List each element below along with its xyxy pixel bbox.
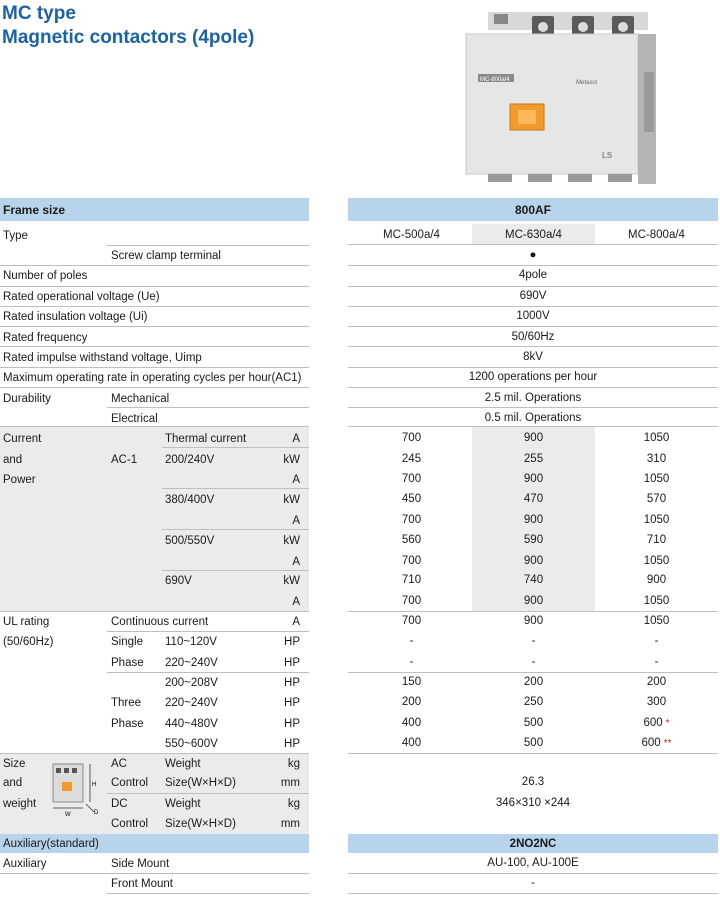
ul-continuous-label: Continuous current <box>111 616 209 628</box>
ul-val-4-2-cell <box>595 716 718 731</box>
cp-name-0: Thermal current <box>165 433 247 445</box>
ul-val-5-0: 400 <box>401 737 422 749</box>
cp-val-3-2: 570 <box>646 493 667 505</box>
ul-volt-2: 200~208V <box>165 677 218 689</box>
ac1-label: AC-1 <box>111 454 138 466</box>
contactor-product-image <box>458 12 670 184</box>
current-label: Current <box>3 433 42 445</box>
ul-val-0-0: - <box>409 635 414 647</box>
spec-value-poles: 4pole <box>518 269 548 281</box>
ul-unit-3: HP <box>284 697 300 709</box>
aux-side-value: AU-100, AU-100E <box>487 857 579 869</box>
durability-label: Durability <box>3 393 51 405</box>
model-header-1: MC-500a/4 <box>383 229 440 241</box>
ul-volt-1: 220~240V <box>165 657 218 669</box>
aux-front-value: - <box>531 877 535 889</box>
cp-unit-4: A <box>292 515 300 527</box>
spec-value-ui: 1000V <box>516 310 550 322</box>
ac-control-label: Control <box>111 777 149 789</box>
ul-continuous-val-1: 900 <box>523 615 544 627</box>
size-value: 346×310 ×244 <box>495 797 571 809</box>
cp-val-4-1: 900 <box>523 514 544 526</box>
product-logo: LS <box>602 151 613 160</box>
cp-unit-1: kW <box>283 454 300 466</box>
ul-single-label: Single <box>111 636 143 648</box>
ul-val-5-2-cell <box>595 736 718 751</box>
dc-control-label: Control <box>111 818 149 830</box>
size-label: Size <box>3 758 26 770</box>
cp-unit-8: A <box>292 596 300 608</box>
ul-val-0-1: - <box>531 635 536 647</box>
ul-val-1-1: - <box>531 656 536 668</box>
spec-value-ue: 690V <box>519 290 547 302</box>
cp-val-8-0: 700 <box>401 595 422 607</box>
ul-continuous-val-0: 700 <box>401 615 422 627</box>
cp-val-2-1: 900 <box>523 473 544 485</box>
dc-kg-unit: kg <box>287 798 300 810</box>
size-and-label: and <box>3 777 23 789</box>
cp-name-7: 690V <box>165 575 192 587</box>
durability-mechanical-value: 2.5 mil. Operations <box>484 392 582 404</box>
spec-label-poles: Number of poles <box>3 270 88 282</box>
type-label: Type <box>3 230 28 242</box>
cp-unit-5: kW <box>283 535 300 547</box>
cp-val-0-1: 900 <box>523 432 544 444</box>
aux-side-label: Side Mount <box>111 858 170 870</box>
ul-volt-5: 550~600V <box>165 738 218 750</box>
ac-label: AC <box>111 758 127 770</box>
cp-val-1-0: 245 <box>401 453 422 465</box>
page-title <box>2 2 254 50</box>
ul-unit-0: HP <box>284 636 300 648</box>
ul-val-1-2: - <box>654 656 659 668</box>
ul-val-4-1: 500 <box>523 717 544 729</box>
dc-label: DC <box>111 798 128 810</box>
cp-val-4-2: 1050 <box>643 514 670 526</box>
model-header-2: MC-630a/4 <box>505 229 562 241</box>
aux-label: Auxiliary <box>3 858 47 870</box>
cp-val-7-1: 740 <box>523 574 544 586</box>
ul-val-5-2: 600 <box>641 737 661 749</box>
product-brand: Metasol <box>576 80 598 86</box>
ul-val-2-0: 150 <box>401 676 422 688</box>
spec-label-operating-rate: Maximum operating rate in operating cycles per hour(AC1) <box>3 372 302 384</box>
ul-val-3-2: 300 <box>646 696 667 708</box>
spec-label-frequency: Rated frequency <box>3 332 88 344</box>
ul-val-4-2: 600 <box>643 717 663 729</box>
weight-value: 26.3 <box>521 776 545 788</box>
cp-val-5-1: 590 <box>523 534 544 546</box>
cp-name-5: 500/550V <box>165 535 215 547</box>
dim-w-label: W <box>65 812 71 818</box>
dim-h-label: H <box>92 782 97 788</box>
title-line-1: MC type <box>2 3 76 24</box>
dc-weight-label: Weight <box>165 798 201 810</box>
ul-unit-1: HP <box>284 657 300 669</box>
header-frame-size: Frame size <box>3 203 66 217</box>
cp-val-8-2: 1050 <box>643 595 670 607</box>
cp-name-1: 200/240V <box>165 454 215 466</box>
cp-val-7-0: 710 <box>401 574 422 586</box>
ul-three-label: Three <box>111 697 142 709</box>
model-header-3: MC-800a/4 <box>628 229 685 241</box>
cp-val-7-2: 900 <box>646 574 667 586</box>
cp-val-5-0: 560 <box>401 534 422 546</box>
dc-size-label: Size(W×H×D) <box>165 818 236 830</box>
aux-front-label: Front Mount <box>111 878 173 890</box>
ul-hz-label: (50/60Hz) <box>3 636 54 648</box>
header-frame-value: 800AF <box>514 203 552 217</box>
ul-val-1-0: - <box>409 656 414 668</box>
ul-three-phase-label: Phase <box>111 718 144 730</box>
and-label: and <box>3 454 23 466</box>
ac-size-label: Size(W×H×D) <box>165 777 236 789</box>
title-line-2: Magnetic contactors (4pole) <box>2 27 255 48</box>
cp-val-0-0: 700 <box>401 432 422 444</box>
spec-label-ui: Rated insulation voltage (Ui) <box>3 311 148 323</box>
ul-val-2-2: 200 <box>646 676 667 688</box>
spec-value-operating-rate: 1200 operations per hour <box>468 371 598 383</box>
ul-unit-5: HP <box>284 738 300 750</box>
cp-unit-7: kW <box>283 575 300 587</box>
cp-unit-6: A <box>292 556 300 568</box>
cp-unit-0: A <box>292 433 300 445</box>
durability-electrical: Electrical <box>111 413 158 425</box>
ul-val-3-0: 200 <box>401 696 422 708</box>
cp-val-2-0: 700 <box>401 473 422 485</box>
ul-continuous-val-2: 1050 <box>643 615 670 627</box>
cp-val-6-1: 900 <box>523 555 544 567</box>
footnote-mark-1: * <box>665 718 670 729</box>
cp-val-4-0: 700 <box>401 514 422 526</box>
cp-val-5-2: 710 <box>646 534 667 546</box>
ac-weight-label: Weight <box>165 758 201 770</box>
product-model-label: MC-800a/4 <box>480 77 510 83</box>
current-power-bg <box>0 426 309 612</box>
contactor-dimension-icon <box>50 760 100 822</box>
screw-clamp-value: ● <box>529 249 537 261</box>
ul-label: UL rating <box>3 616 50 628</box>
durability-mechanical: Mechanical <box>111 393 170 405</box>
ul-continuous-unit: A <box>292 616 300 628</box>
size-weight-bg <box>0 754 309 834</box>
cp-val-0-2: 1050 <box>643 432 670 444</box>
spec-value-frequency: 50/60Hz <box>511 331 555 343</box>
dim-d-label: D <box>94 810 99 816</box>
cp-val-3-0: 450 <box>401 493 422 505</box>
ul-unit-4: HP <box>284 718 300 730</box>
cp-val-1-2: 310 <box>646 453 667 465</box>
cp-val-3-1: 470 <box>523 493 544 505</box>
ul-single-phase-label: Phase <box>111 657 144 669</box>
ul-val-4-0: 400 <box>401 717 422 729</box>
cp-val-6-2: 1050 <box>643 555 670 567</box>
screw-clamp-label: Screw clamp terminal <box>111 250 221 262</box>
ul-val-5-1: 500 <box>523 737 544 749</box>
cp-val-2-2: 1050 <box>643 473 670 485</box>
dc-mm-unit: mm <box>280 818 300 830</box>
aux-std-label: Auxiliary(standard) <box>3 838 99 850</box>
aux-std-value: 2NO2NC <box>509 838 557 850</box>
ac-kg-unit: kg <box>287 758 300 770</box>
durability-electrical-value: 0.5 mil. Operations <box>484 412 582 424</box>
spec-label-uimp: Rated impulse withstand voltage, Uimp <box>3 352 202 364</box>
cp-unit-3: kW <box>283 494 300 506</box>
cp-val-6-0: 700 <box>401 555 422 567</box>
ul-val-3-1: 250 <box>523 696 544 708</box>
ul-unit-2: HP <box>284 677 300 689</box>
ul-volt-4: 440~480V <box>165 718 218 730</box>
footnote-mark-2: ** <box>663 738 672 749</box>
weight-label: weight <box>3 798 37 810</box>
ul-volt-3: 220~240V <box>165 697 218 709</box>
ul-val-2-1: 200 <box>523 676 544 688</box>
power-label: Power <box>3 474 36 486</box>
cp-name-3: 380/400V <box>165 494 215 506</box>
cp-unit-2: A <box>292 474 300 486</box>
spec-value-uimp: 8kV <box>523 351 543 363</box>
ul-val-0-2: - <box>654 635 659 647</box>
ul-volt-0: 110~120V <box>165 636 217 648</box>
cp-val-1-1: 255 <box>523 453 544 465</box>
ac-mm-unit: mm <box>280 777 300 789</box>
spec-label-ue: Rated operational voltage (Ue) <box>3 291 160 303</box>
cp-val-8-1: 900 <box>523 595 544 607</box>
